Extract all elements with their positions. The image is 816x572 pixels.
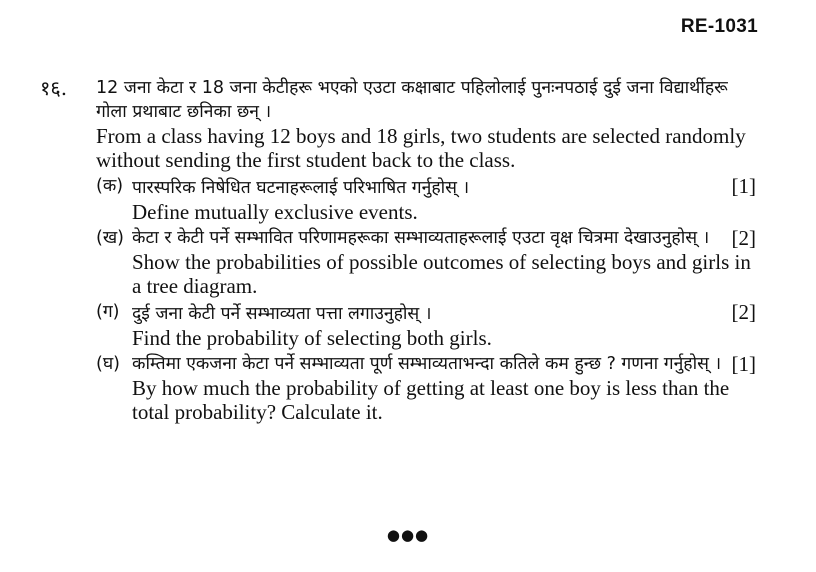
paper-code: RE-1031 (680, 16, 758, 37)
question-16 (40, 76, 756, 424)
question-english-text: From a class having 12 boys and 18 girls, two students are selected randomly without sending the first student back to the class. (96, 124, 746, 172)
part-marks: [1] (731, 174, 756, 198)
part-label: (ग) (96, 302, 120, 322)
part-english-text: Show the probabilities of possible outcomes of selecting boys and girls in a tree diagram. (132, 250, 751, 298)
part-nepali-text: कम्तिमा एकजना केटा पर्ने सम्भाव्यता पूर्ण सम्भाव्यताभन्दा कतिले कम हुन्छ ? गणना गर्नुहोस् । (132, 354, 722, 374)
part-label: (घ) (96, 354, 120, 374)
part-marks: [2] (731, 300, 756, 324)
part-ga (96, 300, 756, 350)
question-body (96, 76, 756, 424)
question-header (40, 76, 756, 424)
part-nepali-text: पारस्परिक निषेधित घटनाहरूलाई परिभाषित गर्नुहोस् । (132, 178, 470, 198)
part-nepali-text: दुई जना केटी पर्ने सम्भाव्यता पत्ता लगाउनुहोस् । (132, 304, 432, 324)
part-marks: [1] (731, 352, 756, 376)
part-marks: [2] (731, 226, 756, 250)
part-nepali-text: केटा र केटी पर्ने सम्भावित परिणामहरूका सम्भाव्यताहरूलाई एउटा वृक्ष चित्रमा देखाउनुहोस् । (132, 228, 710, 248)
part-kha (96, 226, 756, 298)
part-ka (96, 174, 756, 224)
part-english-text: Find the probability of selecting both girls. (132, 326, 492, 350)
part-gha (96, 352, 756, 424)
question-number: १६. (40, 76, 68, 100)
end-marker: ●●● (386, 526, 430, 544)
part-english-text: By how much the probability of getting at least one boy is less than the total probability? Calculate it. (132, 376, 730, 424)
part-label: (क) (96, 176, 124, 196)
part-english-text: Define mutually exclusive events. (132, 200, 418, 224)
part-label: (ख) (96, 228, 124, 248)
question-nepali-text: 12 जना केटा र 18 जना केटीहरू भएको एउटा कक्षाबाट पहिलोलाई पुनःनपठाई दुई जना विद्यार्थीहरू गोला प्रथाबाट छनिका छन् । (96, 78, 728, 122)
